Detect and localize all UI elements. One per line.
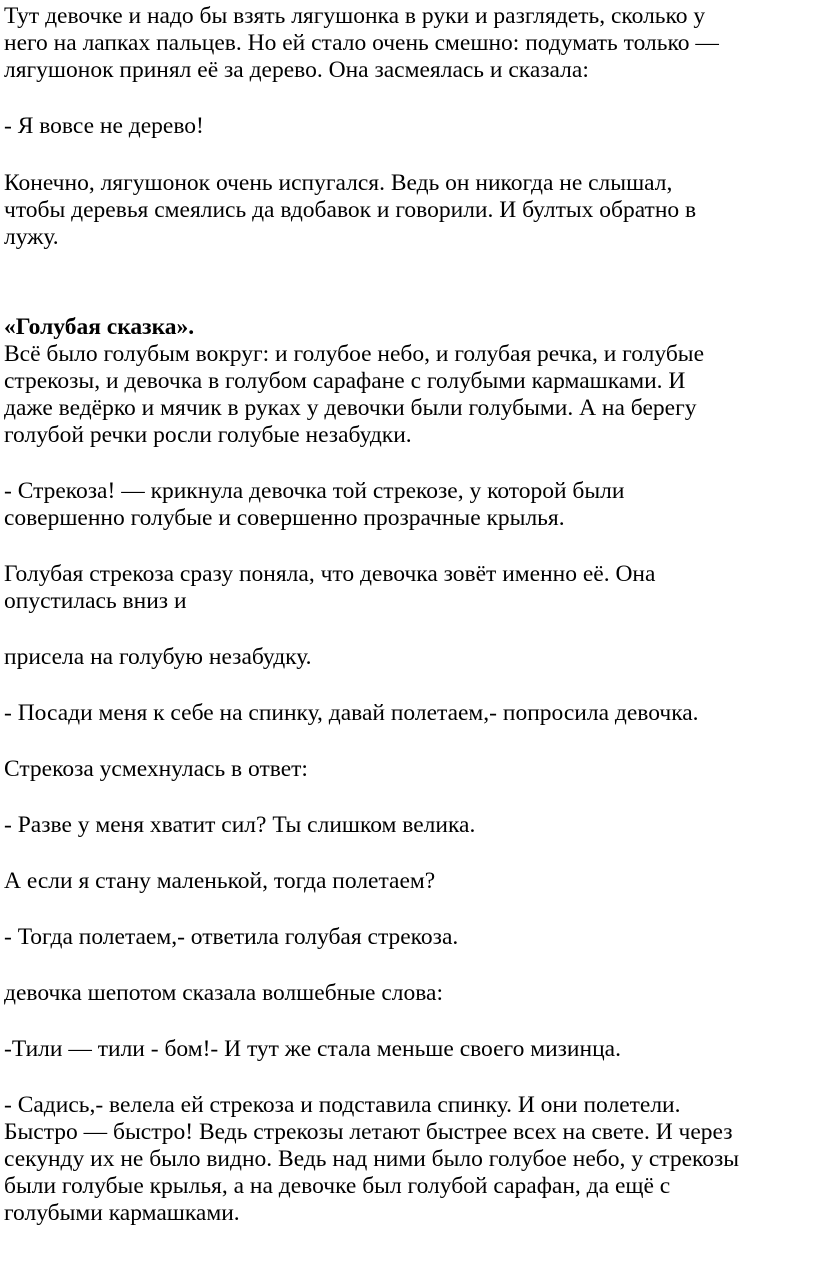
text-line: стрекозы, и девочка в голубом сарафане с голубыми кармашками. И bbox=[4, 368, 686, 394]
text-line: Голубая стрекоза сразу поняла, что девочка зовёт именно её. Она bbox=[4, 561, 656, 587]
text-line: - Разве у меня хватит сил? Ты слишком велика. bbox=[4, 812, 476, 838]
text-line: опустилась вниз и bbox=[4, 588, 187, 614]
text-line: - Я вовсе не дерево! bbox=[4, 113, 204, 139]
text-line: присела на голубую незабудку. bbox=[4, 644, 312, 670]
text-line: Тут девочке и надо бы взять лягушонка в руки и разглядеть, сколько у bbox=[4, 3, 706, 29]
text-line: - Стрекоза! — крикнула девочка той стрекозе, у которой были bbox=[4, 478, 625, 504]
text-line: - Садись,- велела ей стрекоза и подставила спинку. И они полетели. bbox=[4, 1092, 681, 1118]
text-line: совершенно голубые и совершенно прозрачные крылья. bbox=[4, 505, 565, 531]
text-line: - Тогда полетаем,- ответила голубая стрекоза. bbox=[4, 924, 459, 950]
text-line: чтобы деревья смеялись да вдобавок и говорили. И бултых обратно в bbox=[4, 197, 697, 223]
text-line: него на лапках пальцев. Но ей стало очень смешно: подумать только — bbox=[4, 30, 719, 56]
text-line: лягушонок принял её за дерево. Она засмеялась и сказала: bbox=[4, 57, 589, 83]
text-line: -Тили — тили - бом!- И тут же стала меньше своего мизинца. bbox=[4, 1036, 621, 1062]
text-line: даже ведёрко и мячик в руках у девочки были голубыми. А на берегу bbox=[4, 395, 697, 421]
section-title: «Голубая сказка». bbox=[4, 314, 195, 340]
text-line: голубой речки росли голубые незабудки. bbox=[4, 422, 412, 448]
text-line: А если я стану маленькой, тогда полетаем? bbox=[4, 868, 436, 894]
text-line: лужу. bbox=[4, 224, 59, 250]
text-line: Конечно, лягушонок очень испугался. Ведь он никогда не слышал, bbox=[4, 170, 673, 196]
text-line: - Посади меня к себе на спинку, давай полетаем,- попросила девочка. bbox=[4, 700, 699, 726]
text-line: были голубые крылья, а на девочке был голубой сарафан, да ещё с bbox=[4, 1173, 671, 1199]
text-line: секунду их не было видно. Ведь над ними было голубое небо, у стрекозы bbox=[4, 1146, 740, 1172]
text-line: Быстро — быстро! Ведь стрекозы летают быстрее всех на свете. И через bbox=[4, 1119, 733, 1145]
text-line: голубыми кармашками. bbox=[4, 1200, 240, 1226]
text-line: Стрекоза усмехнулась в ответ: bbox=[4, 756, 308, 782]
text-line: Всё было голубым вокруг: и голубое небо, и голубая речка, и голубые bbox=[4, 341, 704, 367]
text-line: девочка шепотом сказала волшебные слова: bbox=[4, 980, 443, 1006]
